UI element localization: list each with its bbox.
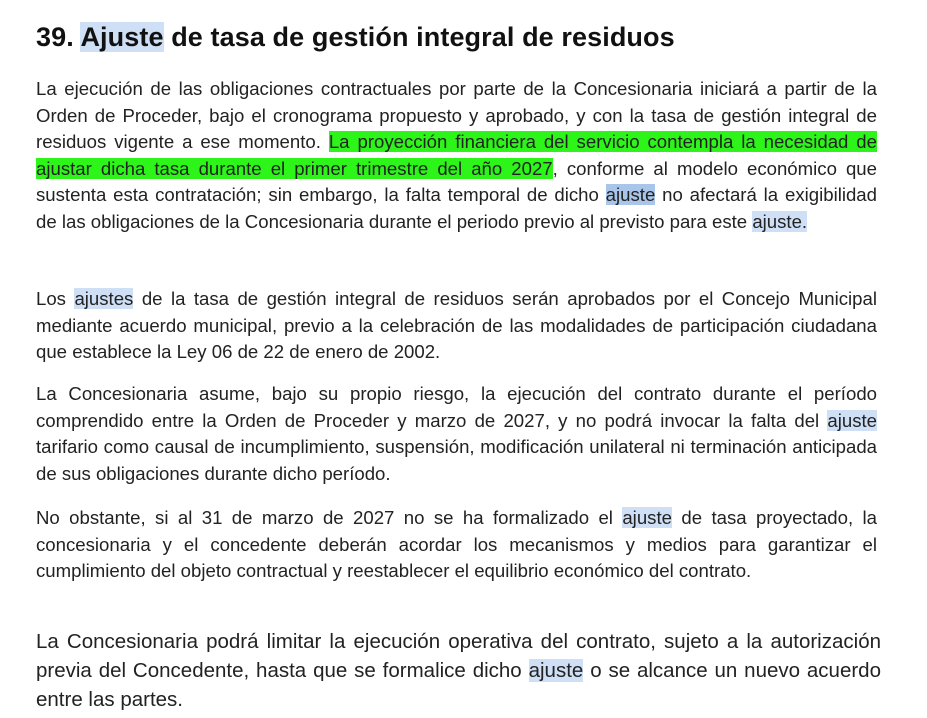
highlighted-term: ajustes xyxy=(74,288,134,309)
paragraph-4-text-a: No obstante, si al 31 de marzo de 2027 no se ha formalizado el xyxy=(36,507,613,528)
paragraph-2-text-a: Los xyxy=(36,288,66,309)
paragraph-5-text-a: La Concesionaria podrá limitar la ejecución operativa del contrato, sujeto a la autorización previa del Concedente, hasta que se formalice dicho xyxy=(36,630,881,682)
paragraph-1 xyxy=(36,76,877,235)
heading-highlighted-word: Ajuste xyxy=(80,22,164,52)
heading-rest: de tasa de gestión integral de residuos xyxy=(171,22,675,52)
highlighted-term: ajuste xyxy=(605,184,656,205)
paragraph-5 xyxy=(36,627,881,714)
paragraph-5-text-b: o se alcance un nuevo acuerdo entre las partes. xyxy=(36,659,881,711)
highlighted-term: ajuste. xyxy=(752,210,808,232)
paragraph-1-text-c: no afectará la exigibilidad de las obligaciones de la Concesionaria durante el periodo previo al previsto para este xyxy=(36,184,877,232)
paragraph-3-text-a: La Concesionaria asume, bajo su propio riesgo, la ejecución del contrato durante el período comprendido entre la Orden de Proceder y marzo de 2027, y no podrá invocar la falta del xyxy=(36,383,877,431)
paragraph-4-text-b: de tasa proyectado, la concesionaria y el concedente deberán acordar los mecanismos y medios para garantizar el cumplimiento del objeto contractual y reestablecer el equilibrio económico del contrato. xyxy=(36,507,878,581)
paragraph-1-text-a: La ejecución de las obligaciones contractuales por parte de la Concesionaria iniciará a partir de la Orden de Proceder, bajo el cronograma propuesto y aprobado, y con la tasa de gestión integral de residuos vigente a ese momento. xyxy=(36,78,877,152)
paragraph-3 xyxy=(36,381,877,487)
highlighted-term: ajuste xyxy=(528,659,584,682)
paragraph-2 xyxy=(36,286,877,366)
highlighted-term: ajuste xyxy=(827,409,877,431)
paragraph-1-text-b: , conforme al modelo económico que sustenta esta contratación; sin embargo, la falta temporal de dicho xyxy=(36,157,877,205)
heading-number: 39. xyxy=(36,22,74,52)
paragraph-2-text-b: de la tasa de gestión integral de residuos serán aprobados por el Concejo Municipal mediante acuerdo municipal, previo a la celebración de las modalidades de participación ciudadana que establece la Ley 06 de 22 de enero de 2002. xyxy=(36,288,877,362)
section-heading xyxy=(36,22,675,53)
highlighted-term: ajuste xyxy=(622,507,672,528)
paragraph-3-text-b: tarifario como causal de incumplimiento, suspensión, modificación unilateral ni terminación anticipada de sus obligaciones durante dicho período. xyxy=(36,436,877,484)
paragraph-4 xyxy=(36,505,877,585)
green-highlighted-sentence: La proyección financiera del servicio contempla la necesidad de ajustar dicha tasa durante el primer trimestre del año 2027 xyxy=(36,131,877,179)
